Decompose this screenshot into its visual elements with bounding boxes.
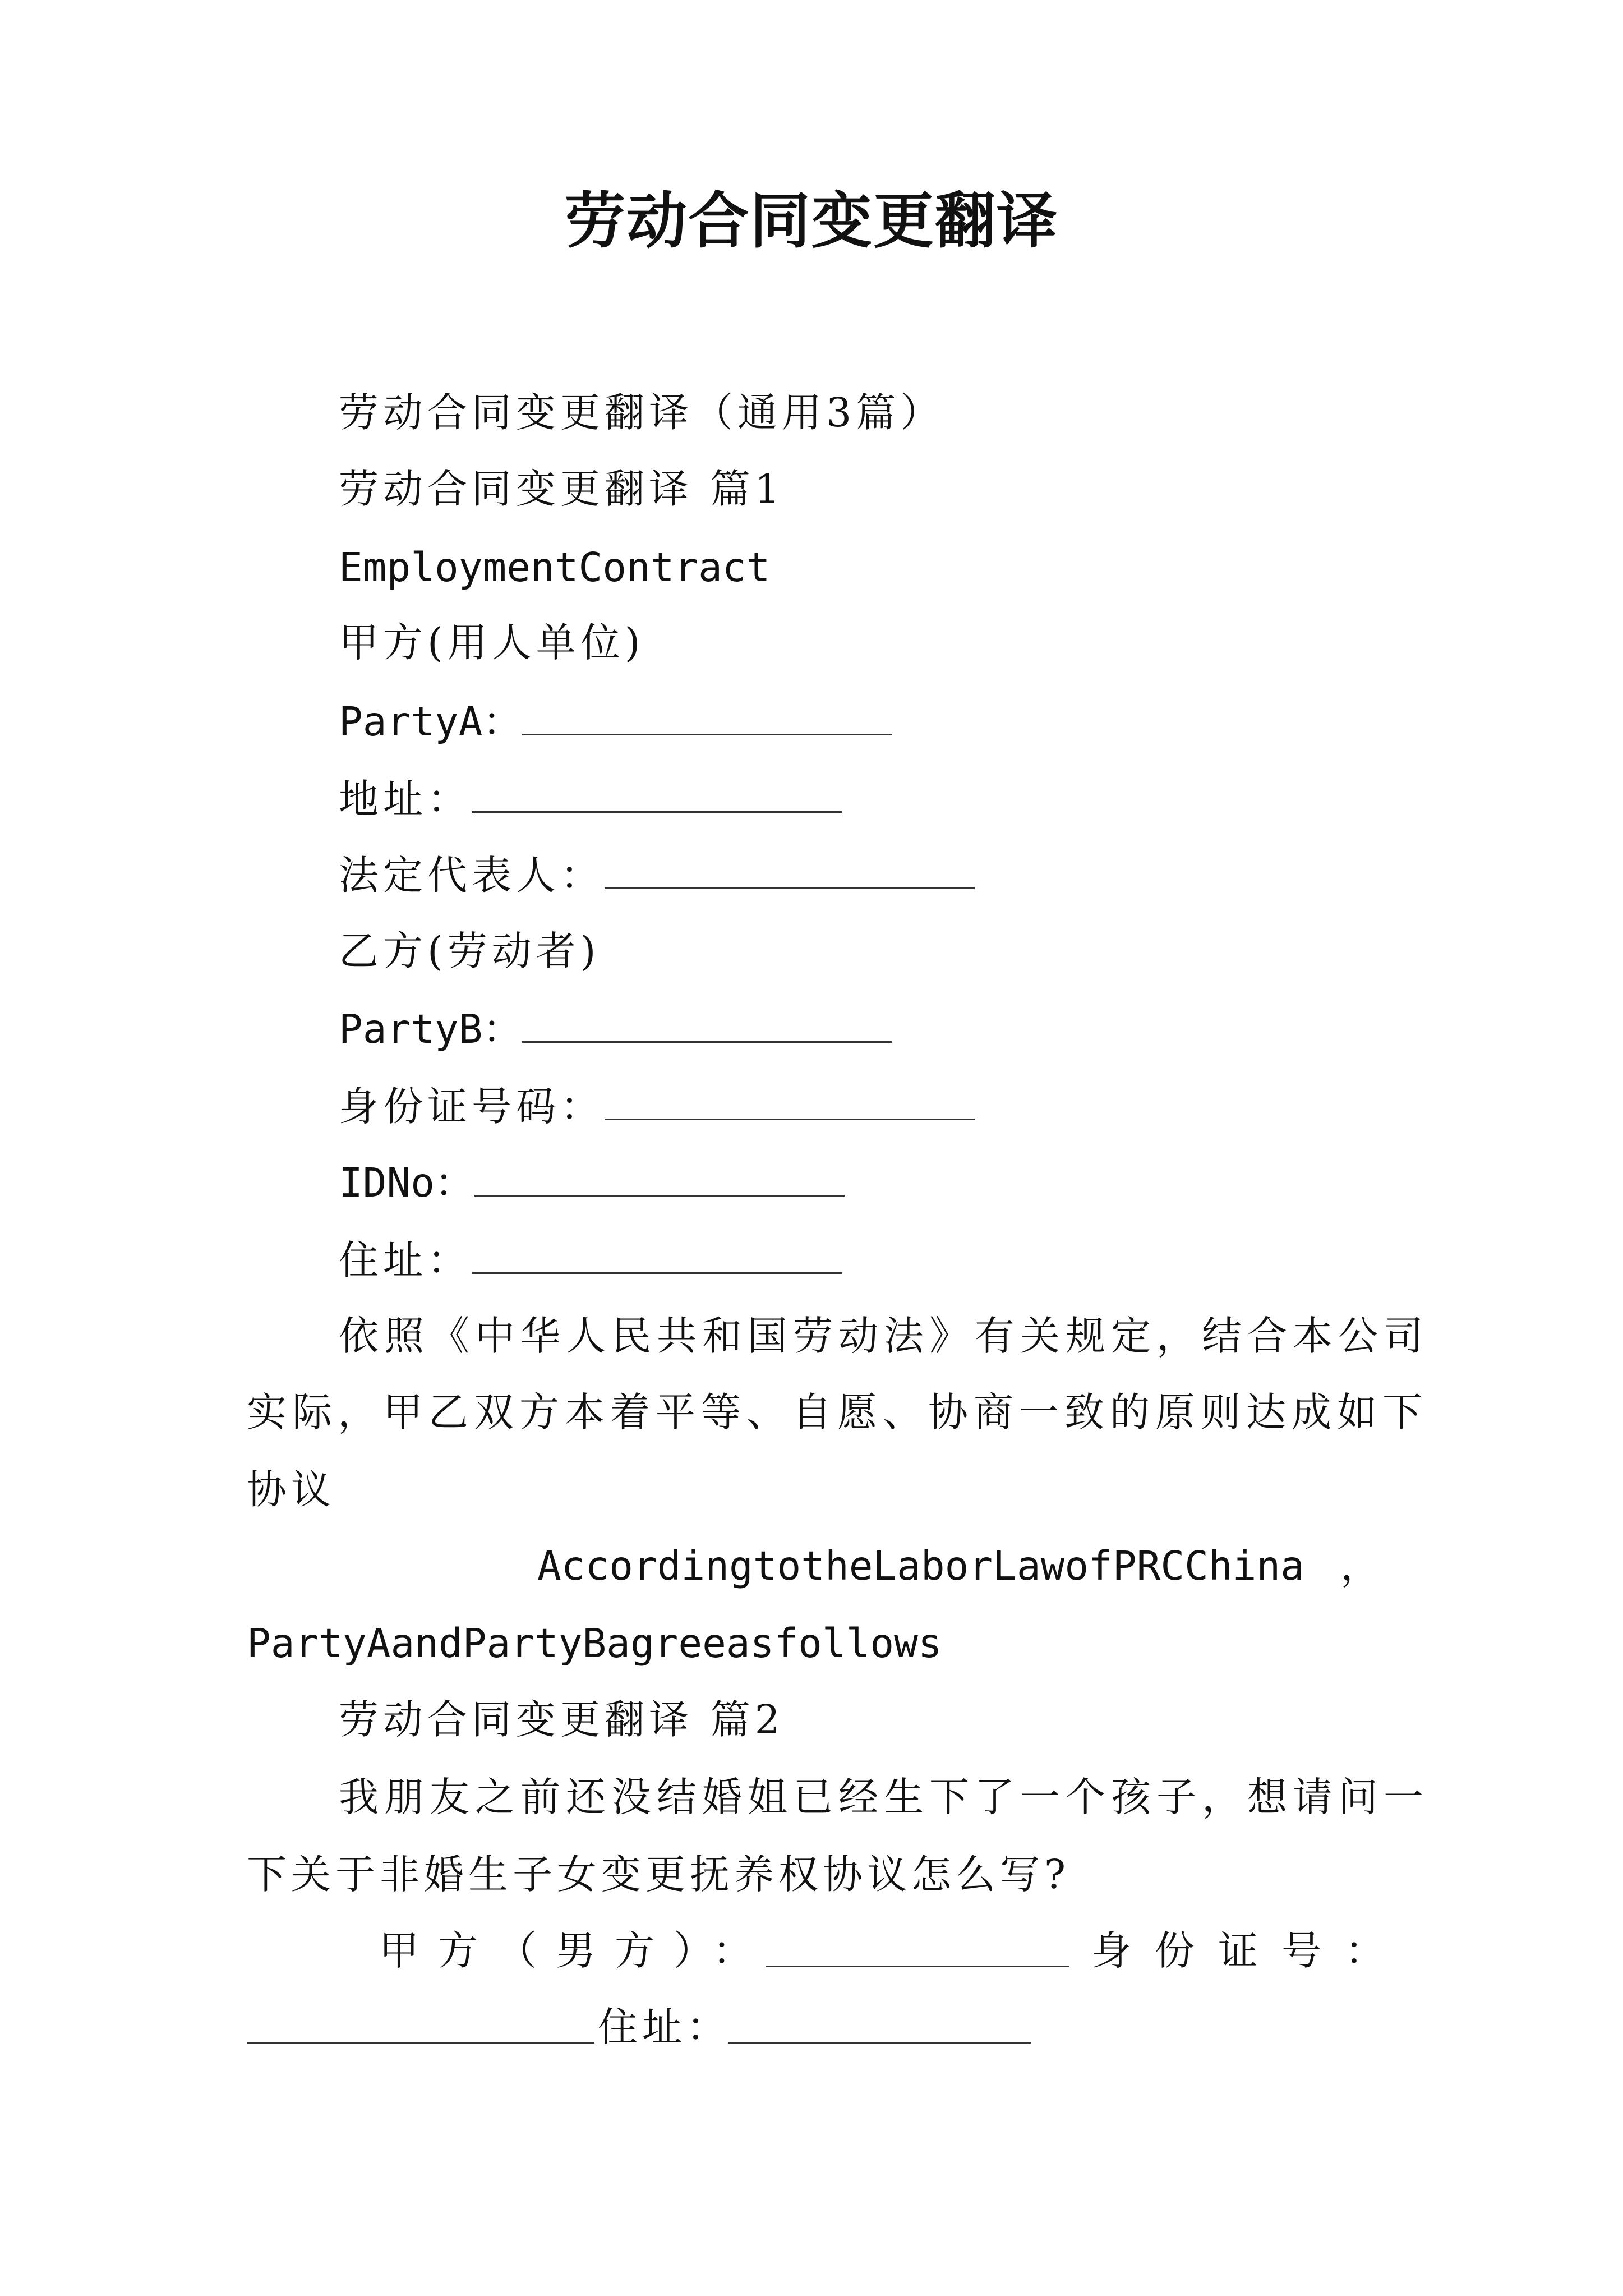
residence-blank[interactable] bbox=[472, 1239, 842, 1274]
para3-line1: 我朋友之前还没结婚姐已经生下了一个孩子，想请问一 bbox=[339, 1774, 1430, 1820]
para1-line3: 协议 bbox=[247, 1466, 336, 1513]
id-number-blank[interactable] bbox=[605, 1085, 975, 1120]
residence-blank-2[interactable] bbox=[728, 2008, 1031, 2044]
party-b-cn: 乙方(劳动者) bbox=[339, 928, 601, 974]
id-no-blank[interactable] bbox=[474, 1161, 845, 1197]
party-a-en-row bbox=[339, 698, 892, 745]
legal-rep-row bbox=[339, 852, 975, 899]
party-b-en-label: PartyB： bbox=[339, 1006, 523, 1052]
address-blank[interactable] bbox=[472, 777, 842, 813]
para1-line1: 依照《中华人民共和国劳动法》有关规定，结合本公司 bbox=[339, 1313, 1430, 1359]
id-label-short: 身份证号： bbox=[1091, 1927, 1409, 1974]
para2-comma: ， bbox=[1340, 1543, 1385, 1589]
id-number-row bbox=[339, 1083, 975, 1130]
party-a-blank[interactable] bbox=[522, 700, 892, 735]
id-no-en-label: IDNo： bbox=[339, 1159, 474, 1206]
section2-heading: 劳动合同变更翻译 篇2 bbox=[339, 1696, 785, 1743]
party-b-blank[interactable] bbox=[522, 1007, 892, 1043]
page-title: 劳动合同变更翻译 bbox=[564, 186, 1058, 256]
id-no-en-row bbox=[339, 1159, 845, 1206]
residence-row bbox=[339, 1237, 842, 1283]
id-blank[interactable] bbox=[247, 2008, 594, 2044]
id-number-label: 身份证号码： bbox=[339, 1083, 605, 1130]
para3-line2: 下关于非婚生子女变更抚养权协议怎么写? bbox=[247, 1851, 1071, 1898]
party-a-male-label: 甲方（男方）： bbox=[379, 1927, 772, 1974]
residence-label: 住址： bbox=[339, 1237, 472, 1283]
legal-rep-blank[interactable] bbox=[605, 854, 975, 889]
party-b-en-row bbox=[339, 1006, 892, 1052]
para1-line2: 实际，甲乙双方本着平等、自愿、协商一致的原则达成如下 bbox=[247, 1389, 1428, 1435]
residence-label-2: 住址： bbox=[598, 2004, 731, 2050]
address-row bbox=[339, 776, 842, 822]
party-a-cn: 甲方(用人单位) bbox=[339, 619, 645, 666]
party-a-male-blank[interactable] bbox=[766, 1932, 1069, 1967]
english-title: EmploymentContract bbox=[339, 544, 771, 591]
address-label: 地址： bbox=[339, 776, 472, 822]
section1-heading: 劳动合同变更翻译 篇1 bbox=[339, 466, 785, 512]
subtitle: 劳动合同变更翻译（通用3篇） bbox=[339, 389, 945, 436]
party-a-en-label: PartyA： bbox=[339, 698, 523, 745]
para2-line2: PartyAandPartyBagreeasfollows bbox=[247, 1620, 942, 1667]
para2-line1: AccordingtotheLaborLawofPRCChina bbox=[537, 1543, 1304, 1589]
legal-rep-label: 法定代表人： bbox=[339, 852, 605, 899]
